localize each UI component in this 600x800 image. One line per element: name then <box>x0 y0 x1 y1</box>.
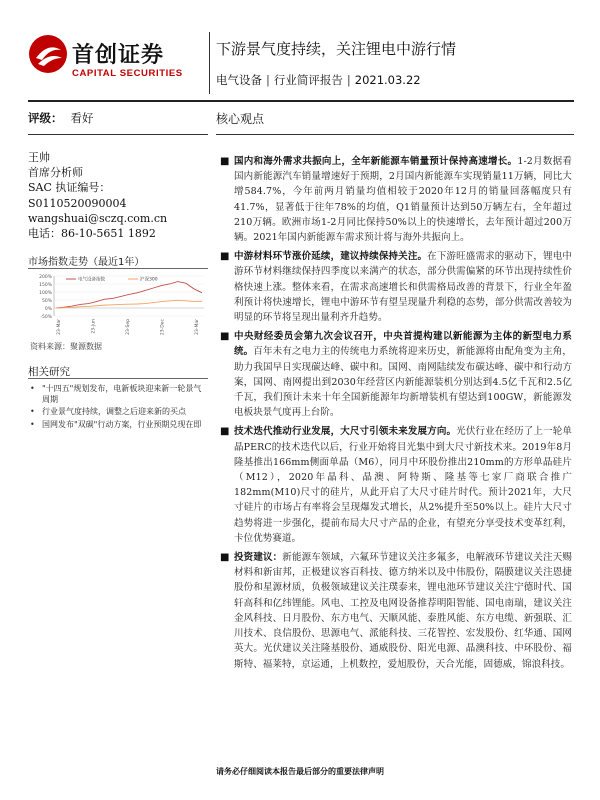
report-type: 行业简评报告 <box>273 73 343 87</box>
chart-x-tick-label: 23-Mar <box>57 319 62 335</box>
rating <box>28 110 94 126</box>
chart-x-tick-label: 23-Jun <box>91 319 97 334</box>
chart-title-rule <box>28 268 208 269</box>
core-views-rule <box>216 134 574 135</box>
chart-y-tick-label: -50% <box>40 315 52 320</box>
chart-x-tick-label: 23-Sep <box>126 319 131 335</box>
header-divider <box>209 32 210 94</box>
analyst-role: 首席分析师 <box>28 166 83 180</box>
rating-label: 评级： <box>28 111 63 125</box>
chart-x-tick-label: 23-Mar <box>195 319 200 335</box>
analyst-name: 王帅 <box>28 151 50 164</box>
related-research-rule <box>28 378 208 379</box>
core-views-title: 核心观点 <box>216 112 265 126</box>
core-paragraph-technology: ■ 技术迭代推动行业发展，大尺寸引领未来发展方向。光伏行业在经历了上一轮单晶PERC的技术迭代以后，行业开始将目光集中到大尺寸新技术来。2019年8月隆基推出166mm侧面单晶（M6），同月中环股份推出210mm的方形单晶硅片（M12），2020年晶科、晶澳、阿特斯、隆基等七家厂商联合推广182mm(M10)尺寸的硅片，从此开启了大尺寸硅片时代。预计2021年，大尺寸硅片的市场占有率将会呈现爆发式增长，从2%提升至50%以上。硅片大尺寸趋势将进一步强化，提前布局大尺寸产品的企业，有望充分享受技术变革红利，卡位优势赛道。 <box>220 426 572 544</box>
bullet-icon: • <box>30 419 35 429</box>
chart-y-tick-label: 200% <box>39 275 52 280</box>
related-research-item[interactable]: • 行业景气度持续，调整之后迎来新的买点 <box>30 407 186 417</box>
logo-text-en: CAPITAL SECURITIES <box>72 68 183 79</box>
company-logo <box>28 34 200 86</box>
square-bullet-icon: ■ <box>220 552 230 564</box>
logo-text-cn: 首创证券 <box>72 43 165 68</box>
chart-y-tick-label: 100% <box>39 291 52 296</box>
related-research-item[interactable]: • "十四五"规划发布，电新板块迎来新一轮景气周期 <box>30 384 202 404</box>
chart-source: 资料来源：聚源数据 <box>30 342 102 351</box>
square-bullet-icon: ■ <box>220 156 230 167</box>
square-bullet-icon: ■ <box>220 251 230 263</box>
core-paragraph-policy: ■ 中央财经委员会第九次会议召开，中央首提构建以新能源为主体的新型电力系统。百年未有之电力主的传统电力系统将迎来历史，新能源将由配角变为主角，助力我国早日实现碳达峰、碳中和。国网、南网陆续发布碳达峰、碳中和行动方案，国网、南网提出到2030年经营区内新能源装机分别达到4.5亿千瓦和2.5亿千瓦，我们预计未来十年全国新能源年均新增装机有望达到100GW，新能源发电板块景气度再上台阶。 <box>220 331 572 419</box>
analyst-sac-label: SAC 执证编号： <box>28 181 111 195</box>
chart-legend-label: 电气设备指数 <box>78 277 105 283</box>
chart-x-tick-label: 23-Dec <box>160 319 166 336</box>
chart-series-line-2 <box>56 300 202 308</box>
analyst-sac-number: S0110520090004 <box>28 196 127 210</box>
chart-legend-label: 沪深300 <box>140 277 158 283</box>
related-research-item[interactable]: • 国网发布"双碳"行动方案，行业预期兑现在即 <box>30 419 202 429</box>
capital-securities-logo-icon <box>28 34 68 74</box>
chart-title: 市场指数走势（最近1年） <box>28 257 145 268</box>
square-bullet-icon: ■ <box>220 426 230 438</box>
market-index-chart <box>28 270 208 340</box>
bullet-icon: • <box>30 384 35 393</box>
chart-y-tick-label: 0% <box>44 307 52 312</box>
analyst-email[interactable]: wangshuai@sczq.com.cn <box>28 211 168 225</box>
core-paragraph-materials: ■ 中游材料环节涨价延续，建议持续保持关注。在下游旺盛需求的驱动下，锂电中游环节材料继续保持四季度以来满产的状态，部分供需偏紧的环节出现持续性价格快速上涨。整体来看，在需求高速增长和供需格局改善的背景下，行业全年盈利预计将快速增长，锂电中游环节有望呈现量升利稳的态势，部分供需改善较为明显的环节将呈现出量利齐升趋势。 <box>220 251 572 324</box>
analyst-info <box>28 150 167 241</box>
related-research-list <box>30 384 206 432</box>
report-meta: 电气设备 | 行业简评报告 | 2021.03.22 <box>216 73 421 87</box>
legal-disclaimer: 请务必仔细阅读本报告最后部分的重要法律声明 <box>216 766 384 776</box>
chart-y-tick-label: 150% <box>39 283 52 288</box>
industry-label: 电气设备 <box>216 73 262 87</box>
rating-value: 看好 <box>70 111 94 125</box>
chart-y-tick-label: 50% <box>41 299 52 304</box>
rating-rule <box>28 134 208 135</box>
core-paragraph-investment: ■ 投资建议：新能源车领域，六氟环节建议关注多氟多，电解液环节建议关注天赐材料和新宙邦，正极建议容百科技、德方纳米以及中伟股份，隔膜建议关注恩捷股份和星源材质，负极领域建议关注璞泰来，锂电池环节建议关注宁德时代、国轩高科和亿纬锂能。风电、工控及电网设备推荐明阳智能、国电南瑞，建议关注金风科技、日月股份、东方电气、天顺风能、泰胜风能、东方电缆、新强联、汇川技术、良信股份、思源电气、派能科技、三花智控、宏发股份、红华通、国网英大。光伏建议关注隆基股份、通威股份、阳光电源、晶澳科技、中环股份、福斯特、福莱特，京运通，上机数控，爱旭股份，天合光能，固德威，锦浪科技。 <box>220 552 572 670</box>
related-research-title: 相关研究 <box>28 366 70 378</box>
analyst-phone: 电话：86-10-5651 1892 <box>28 227 156 241</box>
core-paragraph-demand: ■ 国内和海外需求共振向上，全年新能源车销量预计保持高速增长。1-2月数据看国内新能源汽车销量增速好于预期，2月国内新能源车实现销量11万辆，同比大增584.7%，今年前两月销量均值相较于2020年12月的销量回落幅度只有41.7%，显著低于往年78%的均值，Q1销量预计达到50万辆左右，全年超过210万辆。欧洲市场1-2月同比保持50%以上的快速增长，去年预计超过200万辆。2021年国内新能源车需求预计将与海外共振向上。 <box>220 156 573 244</box>
report-date: 2021.03.22 <box>354 73 421 87</box>
core-views-body <box>220 154 572 676</box>
square-bullet-icon: ■ <box>220 331 230 343</box>
report-title: 下游景气度持续，关注锂电中游行情 <box>216 40 457 58</box>
header-rule <box>28 100 574 102</box>
bullet-icon: • <box>30 407 35 417</box>
